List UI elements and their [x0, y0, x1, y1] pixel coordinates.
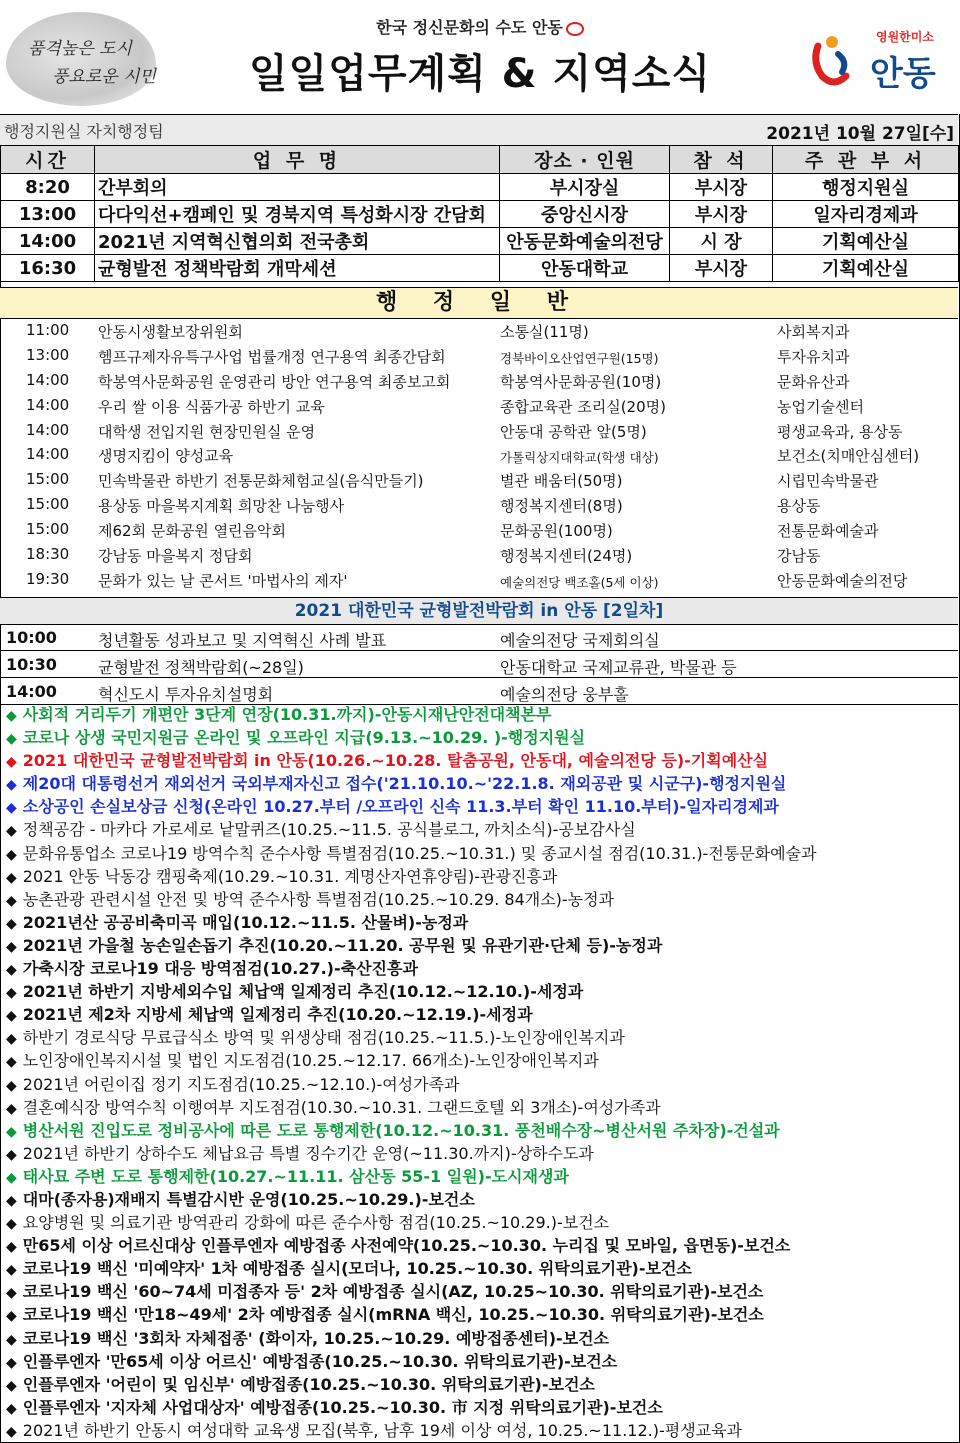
- diamond-bullet-icon: ◆: [6, 1054, 17, 1071]
- news-item: [0, 818, 958, 841]
- header-task: 업 무 명: [95, 146, 500, 174]
- diamond-bullet-icon: ◆: [6, 892, 17, 909]
- expo-place: 예술의전당 웅부홀: [500, 685, 629, 704]
- diamond-bullet-icon: ◆: [6, 915, 17, 932]
- news-text: 2021년 하반기 지방세외수입 체납액 일제정리 추진(10.12.~12.10.)-세정과: [22, 982, 584, 1002]
- admin-schedule-list: [0, 318, 958, 592]
- news-text: 2021년 하반기 안동시 여성대학 교육생 모집(북후, 남후 19세 이상 여성, 10.25.~11.12.)-평생교육과: [22, 1420, 743, 1440]
- list-item: [0, 624, 958, 651]
- admin-dept: 강남동: [777, 547, 821, 566]
- admin-time: 18:30: [26, 545, 70, 564]
- news-item: [0, 1396, 958, 1419]
- admin-time: 15:00: [26, 470, 70, 489]
- news-item: [0, 772, 958, 795]
- schedule-attendee: 부시장: [670, 174, 773, 201]
- admin-task: 안동시생활보장위원회: [98, 323, 243, 341]
- list-item: [0, 343, 958, 368]
- schedule-place: 안동문화예술의전당: [500, 228, 670, 255]
- admin-dept: 시립민속박물관: [777, 472, 879, 491]
- news-item: [0, 1073, 958, 1096]
- admin-place: 행정복지센터(24명): [500, 547, 633, 566]
- list-item: [0, 467, 958, 492]
- header-place: 장소 · 인원: [500, 146, 670, 174]
- news-item: [0, 1211, 958, 1234]
- diamond-bullet-icon: ◆: [6, 754, 17, 771]
- admin-time: 15:00: [26, 495, 70, 514]
- news-text: 2021 안동 낙동강 캠핑축제(10.29.~10.31. 계명산자연휴양림)-관광진흥과: [22, 866, 558, 886]
- admin-dept: 안동문화예술의전당: [777, 571, 908, 590]
- news-text: 요양병원 및 의료기관 방역관리 강화에 따른 준수사항 점검(10.25.~10.29.)-보건소: [22, 1213, 610, 1233]
- expo-schedule-list: [0, 624, 958, 705]
- admin-task: 민속박물관 하반기 전통문화체험교실(음식만들기): [98, 472, 424, 491]
- department-name: 행정지원실 자치행정팀: [4, 122, 164, 141]
- news-text: 인플루엔자 '어린이 및 임신부' 예방접종(10.25.~10.30. 위탁의료기관)-보건소: [22, 1374, 595, 1394]
- news-text: 2021년 제2차 지방세 체납액 일제정리 추진(10.20.~12.19.)-세정과: [22, 1005, 533, 1025]
- news-text: 코로나 상생 국민지원금 온라인 및 오프라인 지급(9.13.~10.29. )-행정지원실: [22, 728, 586, 748]
- admin-dept: 문화유산과: [777, 372, 850, 391]
- subtitle-text: 한국 정신문화의 수도 안동: [376, 18, 563, 37]
- diamond-bullet-icon: ◆: [6, 1216, 17, 1233]
- main-schedule-table: [0, 145, 959, 282]
- table-row: [1, 174, 959, 201]
- admin-dept: 보건소(치매안심센터): [777, 447, 920, 466]
- news-item: [0, 795, 958, 818]
- diamond-bullet-icon: ◆: [6, 985, 17, 1002]
- diamond-bullet-icon: ◆: [6, 1123, 17, 1140]
- list-item: [0, 442, 958, 467]
- expo-place: 예술의전당 국제회의실: [500, 631, 660, 650]
- admin-time: 19:30: [26, 569, 70, 588]
- admin-time: 14:00: [26, 420, 70, 439]
- diamond-bullet-icon: ◆: [6, 1423, 17, 1440]
- news-item: [0, 1188, 958, 1211]
- expo-time: 10:00: [6, 628, 57, 647]
- diamond-bullet-icon: ◆: [6, 1331, 17, 1348]
- news-text: 정책공감 - 마카다 가로세로 낱말퀴즈(10.25.~11.5. 공식블로그, 까치소식)-공보감사실: [22, 820, 636, 840]
- diamond-bullet-icon: ◆: [6, 1192, 17, 1209]
- news-text: 코로나19 백신 '60~74세 미접종자 등' 2차 예방접종 실시(AZ, 10.25~10.30. 위탁의료기관)-보건소: [22, 1282, 764, 1302]
- diamond-bullet-icon: ◆: [6, 708, 17, 724]
- table-row: [1, 201, 959, 228]
- news-item: [0, 1303, 958, 1326]
- news-item: [0, 957, 958, 980]
- admin-time: 11:00: [26, 321, 70, 339]
- admin-dept: 사회복지과: [777, 323, 850, 341]
- news-text: 결혼예식장 방역수칙 이행여부 지도점검(10.30.~10.31. 그랜드호텔 외 3개소)-여성가족과: [22, 1097, 661, 1117]
- diamond-bullet-icon: ◆: [6, 938, 17, 955]
- report-date: 2021년 10월 27일[수]: [766, 124, 954, 144]
- admin-task: 제62회 문화공원 열린음악회: [98, 522, 287, 541]
- smile-icon: [566, 22, 584, 36]
- list-item: [0, 368, 958, 393]
- diamond-bullet-icon: ◆: [6, 1077, 17, 1094]
- diamond-bullet-icon: ◆: [6, 800, 17, 817]
- schedule-task: 간부회의: [95, 174, 500, 201]
- admin-task: 학봉역사문화공원 운영관리 방안 연구용역 최종보고회: [98, 372, 451, 391]
- table-row: [1, 255, 959, 282]
- list-item: [0, 517, 958, 542]
- diamond-bullet-icon: ◆: [6, 846, 17, 863]
- news-item: [0, 749, 958, 772]
- diamond-bullet-icon: ◆: [6, 1239, 17, 1256]
- news-item: [0, 1419, 958, 1442]
- header-attend: 참 석: [670, 146, 773, 174]
- news-item: [0, 1119, 958, 1142]
- admin-dept: 투자유치과: [777, 347, 850, 366]
- news-text: 사회적 거리두기 개편안 3단계 연장(10.31.까지)-안동시재난안전대책본부: [22, 705, 552, 724]
- news-text: 인플루엔자 '지자체 사업대상자' 예방접종(10.25.~10.30. 市 지정 위탁의료기관)-보건소: [22, 1397, 663, 1417]
- slogan-line-1: 품격높은 도시: [28, 39, 132, 59]
- diamond-bullet-icon: ◆: [6, 1100, 17, 1117]
- news-item: [0, 1327, 958, 1350]
- news-text: 제20대 대통령선거 재외선거 국외부재자신고 접수('21.10.10.~'22.1.8. 재외공관 및 시군구)-행정지원실: [22, 774, 787, 794]
- news-item: [0, 1049, 958, 1072]
- news-text: 만65세 이상 어르신대상 인플루엔자 예방접종 사전예약(10.25.~10.30. 누리집 및 모바일, 읍면동)-보건소: [22, 1236, 791, 1256]
- schedule-dept: 기획예산실: [773, 228, 959, 255]
- schedule-task: 균형발전 정책박람회 개막세션: [95, 255, 500, 282]
- schedule-time: 8:20: [1, 174, 95, 201]
- schedule-attendee: 부시장: [670, 255, 773, 282]
- admin-time: 13:00: [26, 345, 70, 364]
- admin-place: 문화공원(100명): [500, 522, 613, 541]
- schedule-attendee: 부시장: [670, 201, 773, 228]
- header-time: 시간: [1, 146, 95, 174]
- logo-tagline: 영원한미소: [876, 30, 934, 44]
- news-item: [0, 1350, 958, 1373]
- admin-section-title: 행 정 일 반: [0, 287, 958, 319]
- list-item: [0, 567, 958, 592]
- admin-place: 안동대 공학관 앞(5명): [500, 422, 647, 441]
- diamond-bullet-icon: ◆: [6, 1146, 17, 1163]
- expo-place: 안동대학교 국제교류관, 박물관 등: [500, 658, 737, 677]
- news-item: [0, 934, 958, 957]
- admin-place: 가톨릭상지대학교(학생 대상): [500, 450, 659, 466]
- diamond-bullet-icon: ◆: [6, 1400, 17, 1417]
- expo-time: 14:00: [6, 682, 57, 701]
- admin-time: 15:00: [26, 520, 70, 539]
- schedule-dept: 일자리경제과: [773, 201, 959, 228]
- news-text: 태사묘 주변 도로 통행제한(10.27.~11.11. 삼산동 55-1 일원)-도시재생과: [22, 1166, 569, 1186]
- news-item: [0, 1373, 958, 1396]
- schedule-dept: 행정지원실: [773, 174, 959, 201]
- news-text: 소상공인 손실보상금 신청(온라인 10.27.부터 /오프라인 신속 11.3.부터 확인 11.10.부터)-일자리경제과: [22, 797, 779, 817]
- news-text: 2021년 어린이집 정기 지도점검(10.25.~12.10.)-여성가족과: [22, 1074, 460, 1094]
- news-item: [0, 1280, 958, 1303]
- table-header-row: [1, 146, 959, 174]
- news-item: [0, 1165, 958, 1188]
- admin-task: 문화가 있는 날 콘서트 '마법사의 제자': [98, 571, 348, 590]
- schedule-task: 2021년 지역혁신협의회 전국총회: [95, 228, 500, 255]
- diamond-bullet-icon: ◆: [6, 1285, 17, 1302]
- news-text: 코로나19 백신 '3회차 자체접종' (화이자, 10.25.~10.29. 예방접종센터)-보건소: [22, 1328, 610, 1348]
- news-item: [0, 1142, 958, 1165]
- diamond-bullet-icon: ◆: [6, 823, 17, 840]
- news-text: 코로나19 백신 '만18~49세' 2차 예방접종 실시(mRNA 백신, 10.25.~10.30. 위탁의료기관)-보건소: [22, 1305, 764, 1325]
- diamond-bullet-icon: ◆: [6, 1031, 17, 1048]
- news-item: [0, 726, 958, 749]
- news-text: 대마(종자용)재배지 특별감시반 운영(10.25.~10.29.)-보건소: [22, 1189, 475, 1209]
- news-item: [0, 842, 958, 865]
- admin-task: 우리 쌀 이용 식품가공 하반기 교육: [98, 397, 325, 416]
- diamond-bullet-icon: ◆: [6, 777, 17, 794]
- list-item: [0, 418, 958, 443]
- list-item: [0, 492, 958, 517]
- list-item: [0, 393, 958, 418]
- admin-task: 용상동 마을복지계획 희망찬 나눔행사: [98, 497, 345, 516]
- list-item: [0, 542, 958, 567]
- diamond-bullet-icon: ◆: [6, 1169, 17, 1186]
- schedule-place: 부시장실: [500, 174, 670, 201]
- admin-time: 14:00: [26, 395, 70, 414]
- expo-task: 청년활동 성과보고 및 지역혁신 사례 발표: [98, 631, 387, 650]
- diamond-bullet-icon: ◆: [6, 1262, 17, 1279]
- diamond-bullet-icon: ◆: [6, 1377, 17, 1394]
- list-item: [0, 651, 958, 678]
- diamond-bullet-icon: ◆: [6, 1354, 17, 1371]
- diamond-bullet-icon: ◆: [6, 731, 17, 748]
- news-item: [0, 1096, 958, 1119]
- logo-name: 안동: [870, 54, 936, 94]
- admin-task: 대학생 전입지원 현장민원실 운영: [98, 422, 316, 441]
- admin-dept: 평생교육과, 용상동: [777, 422, 903, 441]
- expo-task: 혁신도시 투자유치설명회: [98, 685, 274, 704]
- news-text: 인플루엔자 '만65세 이상 어르신' 예방접종(10.25.~10.30. 위탁의료기관)-보건소: [22, 1351, 618, 1371]
- admin-place: 경북바이오산업연구원(15명): [500, 350, 659, 366]
- admin-place: 소통실(11명): [500, 323, 589, 341]
- schedule-task: 다다익선+캠페인 및 경북지역 특성화시장 간담회: [95, 201, 500, 228]
- list-item: [0, 678, 958, 705]
- schedule-time: 16:30: [1, 255, 95, 282]
- news-list: [0, 703, 958, 1442]
- slogan-line-2: 풍요로운 시민: [52, 67, 156, 87]
- schedule-dept: 기획예산실: [773, 255, 959, 282]
- admin-place: 예술의전당 백조홀(5세 이상): [500, 574, 659, 590]
- diamond-bullet-icon: ◆: [6, 1008, 17, 1025]
- news-item: [0, 980, 958, 1003]
- news-text: 2021 대한민국 균형발전박람회 in 안동(10.26.~10.28. 탈춤공원, 안동대, 예술의전당 등)-기획예산실: [22, 751, 769, 771]
- news-item: [0, 911, 958, 934]
- table-row: [1, 228, 959, 255]
- admin-task: 헴프규제자유특구사업 법률개정 연구용역 최종간담회: [98, 347, 446, 366]
- admin-task: 강남동 마을복지 정담회: [98, 547, 253, 566]
- header: [0, 0, 960, 114]
- news-text: 코로나19 백신 '미예약자' 1차 예방접종 실시(모더나, 10.25.~10.30. 위탁의료기관)-보건소: [22, 1259, 692, 1279]
- expo-section-title: 2021 대한민국 균형발전박람회 in 안동 [2일차]: [0, 597, 958, 625]
- news-text: 노인장애인복지시설 및 법인 지도점검(10.25.~12.17. 66개소)-노인장애인복지과: [22, 1051, 599, 1071]
- news-text: 가축시장 코로나19 대응 방역점검(10.27.)-축산진흥과: [22, 959, 418, 979]
- admin-dept: 농업기술센터: [777, 397, 864, 416]
- admin-task: 생명지킴이 양성교육: [98, 447, 234, 466]
- schedule-time: 13:00: [1, 201, 95, 228]
- news-text: 병산서원 진입도로 정비공사에 따른 도로 통행제한(10.12.~10.31. 풍천배수장~병산서원 주차장)-건설과: [22, 1120, 780, 1140]
- news-item: [0, 1003, 958, 1026]
- list-item: [0, 318, 958, 343]
- page-title: 일일업무계획 & 지역소식: [248, 51, 712, 97]
- admin-time: 14:00: [26, 370, 70, 389]
- admin-dept: 전통문화예술과: [777, 522, 879, 541]
- expo-time: 10:30: [6, 655, 57, 674]
- diamond-bullet-icon: ◆: [6, 869, 17, 886]
- andong-logo-icon: [808, 32, 856, 88]
- admin-place: 학봉역사문화공원(10명): [500, 372, 662, 391]
- news-text: 2021년산 공공비축미곡 매입(10.12.~11.5. 산물벼)-농정과: [22, 912, 469, 932]
- diamond-bullet-icon: ◆: [6, 1308, 17, 1325]
- news-text: 2021년 가을철 농손일손돕기 추진(10.20.~11.20. 공무원 및 유관기관·단체 등)-농정과: [22, 935, 663, 955]
- news-item: [0, 1234, 958, 1257]
- info-row: [0, 114, 958, 146]
- schedule-place: 안동대학교: [500, 255, 670, 282]
- admin-place: 종합교육관 조리실(20명): [500, 397, 666, 416]
- expo-task: 균형발전 정책박람회(~28일): [98, 658, 304, 677]
- admin-place: 행정복지센터(8명): [500, 497, 623, 516]
- schedule-place: 중앙신시장: [500, 201, 670, 228]
- admin-time: 14:00: [26, 445, 70, 464]
- news-text: 문화유통업소 코로나19 방역수칙 준수사항 특별점검(10.25.~10.31.) 및 종교시설 점검(10.31.)-전통문화예술과: [22, 843, 817, 863]
- header-dept: 주 관 부 서: [773, 146, 959, 174]
- news-item: [0, 888, 958, 911]
- admin-place: 별관 배움터(50명): [500, 472, 623, 491]
- schedule-time: 14:00: [1, 228, 95, 255]
- news-text: 농촌관광 관련시설 안전 및 방역 준수사항 특별점검(10.25.~10.29. 84개소)-농정과: [22, 889, 615, 909]
- news-item: [0, 865, 958, 888]
- news-text: 하반기 경로식당 무료급식소 방역 및 위생상태 점검(10.25.~11.5.)-노인장애인복지과: [22, 1028, 625, 1048]
- news-item: [0, 703, 958, 726]
- news-item: [0, 1257, 958, 1280]
- news-item: [0, 1026, 958, 1049]
- news-text: 2021년 하반기 상하수도 체납요금 특별 징수기간 운영(~11.30.까지)-상하수도과: [22, 1143, 594, 1163]
- diamond-bullet-icon: ◆: [6, 962, 17, 979]
- andong-logo: [808, 24, 958, 94]
- schedule-attendee: 시 장: [670, 228, 773, 255]
- admin-dept: 용상동: [777, 497, 821, 516]
